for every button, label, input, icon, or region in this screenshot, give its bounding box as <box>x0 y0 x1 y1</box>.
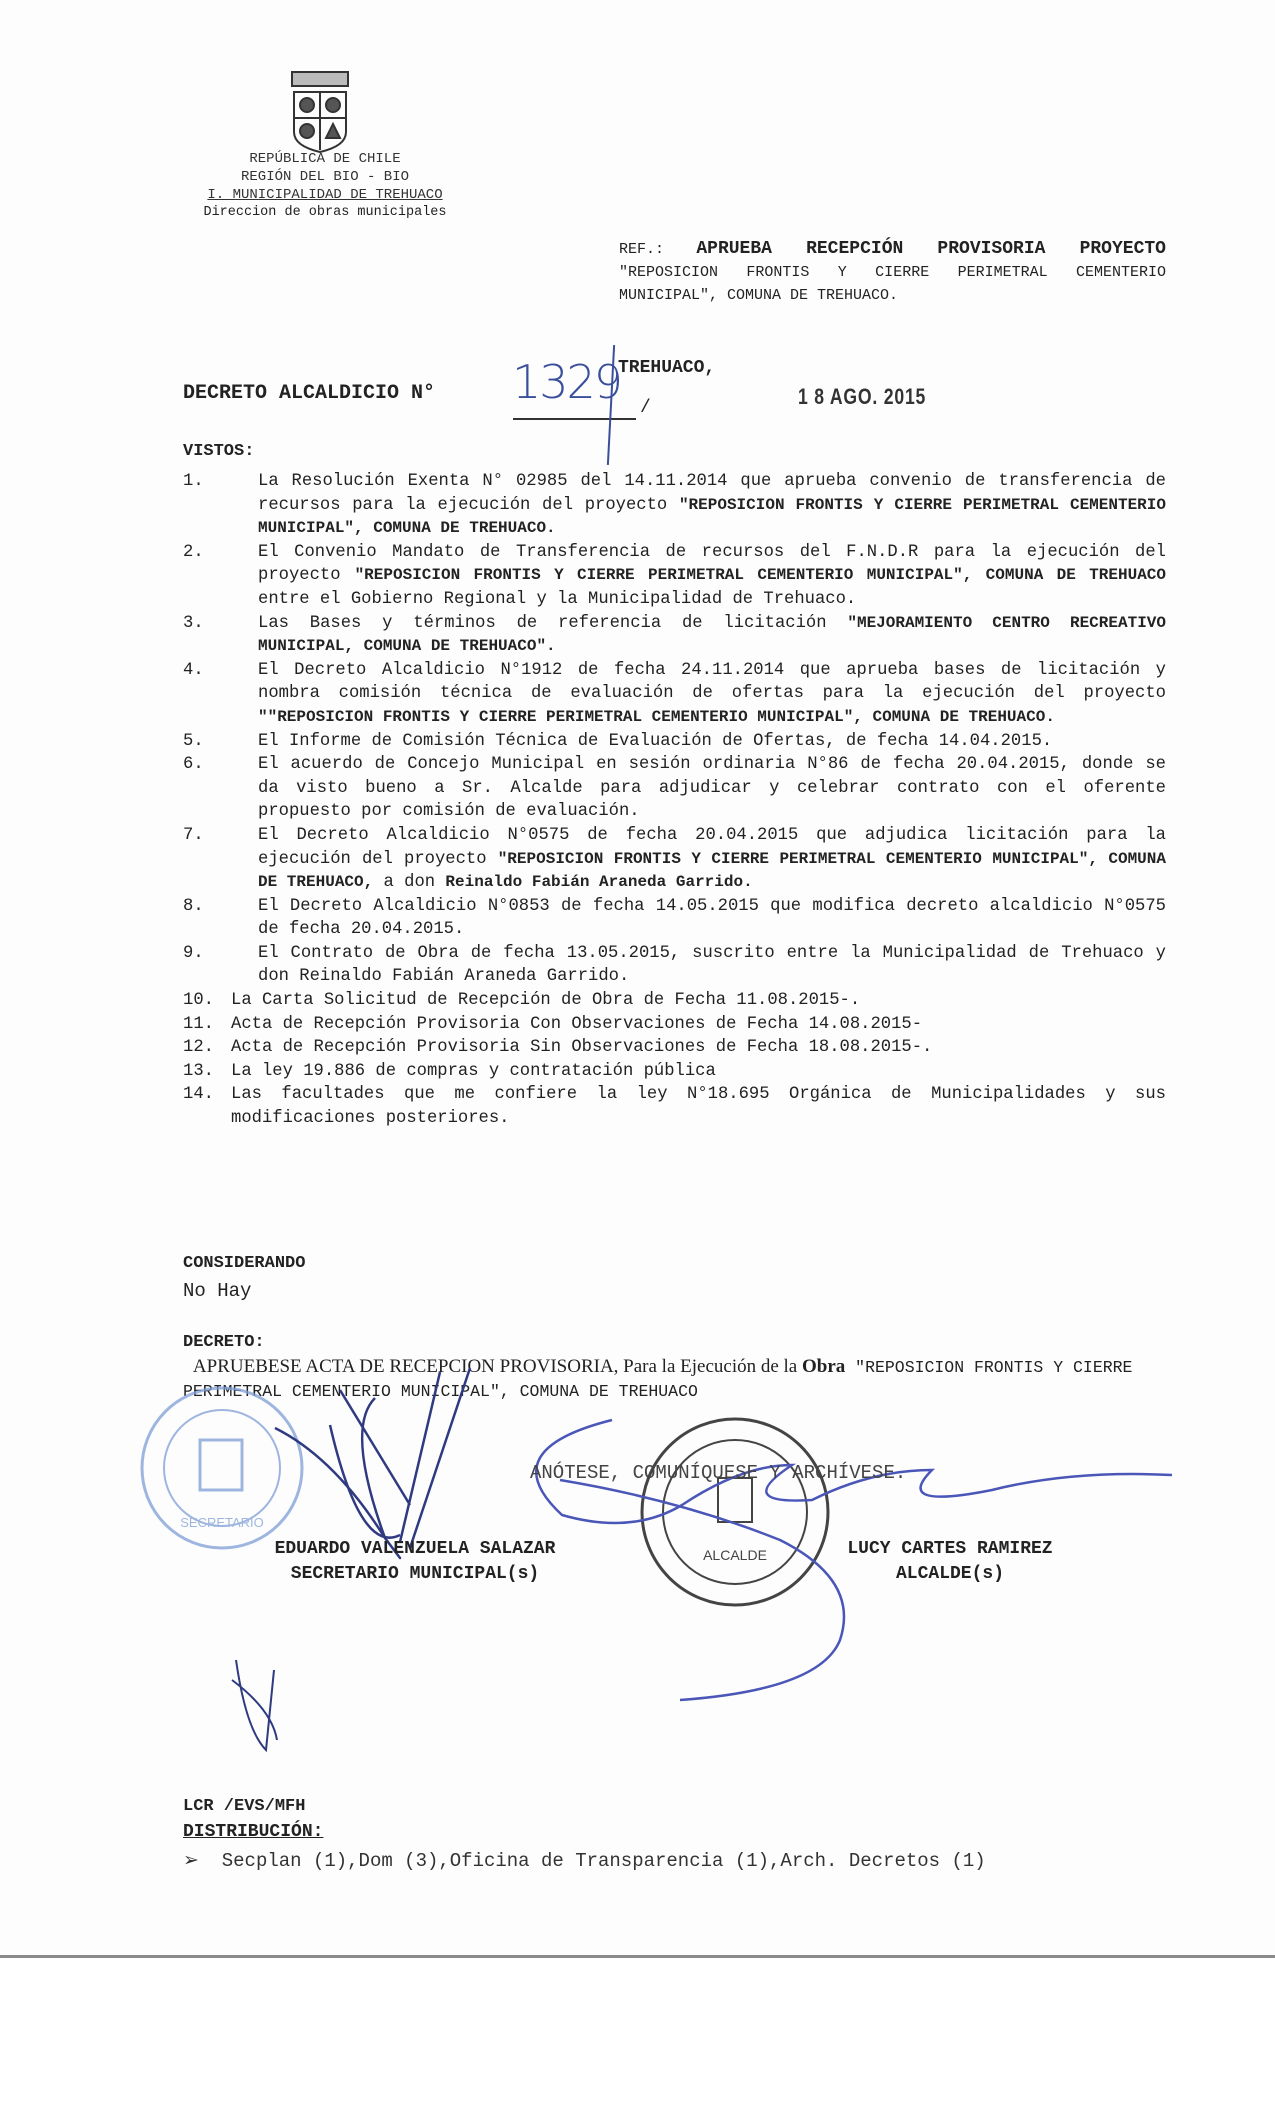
item-text <box>231 1083 1166 1130</box>
country-line: REPÚBLICA DE CHILE <box>249 151 401 167</box>
region-line: REGIÓN DEL BIO - BIO <box>240 169 410 185</box>
item-bold-text: Reinaldo Fabián Araneda Garrido. <box>445 873 753 892</box>
item-plain-text: El Informe de Comisión Técnica de Evaluación de Ofertas, de fecha 14.04.2015. <box>258 731 1053 751</box>
svg-text:ALCALDE: ALCALDE <box>703 1547 767 1563</box>
item-plain-text: Acta de Recepción Provisoria Sin Observaciones de Fecha 18.08.2015-. <box>231 1038 933 1058</box>
decree-number-handwritten: 1329 <box>512 355 622 409</box>
item-number: 6. <box>183 755 204 775</box>
item-number: 1. <box>183 472 204 491</box>
distribution-text: Secplan (1),Dom (3),Oficina de Transparencia (1),Arch. Decretos (1) <box>221 1850 986 1872</box>
decreto-obra-label: Obra <box>802 1356 846 1377</box>
vistos-item <box>183 942 1166 989</box>
item-number: 5. <box>183 731 204 751</box>
ref-title: APRUEBA RECEPCIÓN PROVISORIA PROYECTO <box>696 239 1166 259</box>
item-text <box>231 989 1166 1013</box>
item-bold-text: "REPOSICION FRONTIS Y CIERRE PERIMETRAL CEMENTERIO MUNICIPAL", COMUNA DE TREHUACO. <box>258 495 1166 538</box>
number-underline <box>513 418 636 420</box>
item-bold-text: "REPOSICION FRONTIS Y CIERRE PERIMETRAL CEMENTERIO MUNICIPAL", COMUNA DE TREHUACO, <box>258 849 1166 892</box>
date-stamp: 1 8 AGO. 2015 <box>798 384 927 409</box>
item-text <box>258 470 1166 541</box>
item-plain-text: El Convenio Mandato de Transferencia de recursos del F.N.D.R para la ejecución del proyecto <box>258 542 1166 586</box>
page-background <box>0 1955 1275 2103</box>
municipality-line: I. MUNICIPALIDAD DE TREHUACO <box>207 187 443 203</box>
item-number: 3. <box>183 613 204 633</box>
closing-formula: ANÓTESE, COMUNÍQUESE Y ARCHÍVESE. <box>530 1462 907 1484</box>
initials: LCR /EVS/MFH <box>183 1797 306 1816</box>
decree-city: TREHUACO, <box>618 358 716 378</box>
vistos-item <box>183 989 1166 1013</box>
mayor-name: LUCY CARTES RAMIREZ <box>847 1539 1053 1559</box>
item-text <box>258 753 1166 824</box>
secretary-stamp <box>142 1388 302 1548</box>
item-bold-text: ""REPOSICION FRONTIS Y CIERRE PERIMETRAL CEMENTERIO MUNICIPAL", COMUNA DE TREHUACO. <box>258 707 1055 726</box>
item-number: 11. <box>183 1014 214 1034</box>
department-line: Direccion de obras municipales <box>203 205 447 220</box>
vistos-item <box>183 470 1166 541</box>
arrow-bullet-icon: ➢ <box>183 1850 199 1872</box>
distribution-list <box>183 1849 986 1872</box>
vistos-item <box>183 895 1166 942</box>
distribution-heading: DISTRIBUCIÓN: <box>183 1822 324 1842</box>
decree-slash: / <box>640 398 651 418</box>
item-number: 10. <box>183 991 214 1011</box>
item-number: 2. <box>183 542 204 562</box>
item-number: 13. <box>183 1061 214 1081</box>
ref-text: "REPOSICION FRONTIS Y CIERRE PERIMETRAL CEMENTERIO MUNICIPAL", COMUNA DE TREHUACO. <box>619 264 1166 304</box>
vistos-item <box>183 730 1166 754</box>
decreto-heading: DECRETO: <box>183 1333 265 1352</box>
item-plain-text: La ley 19.886 de compras y contratación pública <box>231 1061 716 1081</box>
signature-secretary <box>225 1537 605 1587</box>
svg-text:SECRETARIO: SECRETARIO <box>180 1515 264 1530</box>
vistos-item <box>183 753 1166 824</box>
vistos-item <box>183 1083 1166 1130</box>
item-plain-text: La Resolución Exenta N° 02985 del 14.11.2014 que aprueba convenio de transferencia de recursos para la ejecución del proyecto <box>258 472 1166 515</box>
item-text <box>258 824 1166 895</box>
vistos-item <box>183 824 1166 895</box>
decree-label: DECRETO ALCALDICIO N° <box>183 382 436 405</box>
item-text <box>231 1036 1166 1060</box>
mayor-role: ALCALDE(s) <box>895 1564 1005 1584</box>
vistos-item <box>183 1036 1166 1060</box>
item-number: 4. <box>183 660 204 680</box>
vistos-item <box>183 541 1166 612</box>
item-bold-text: "REPOSICION FRONTIS Y CIERRE PERIMETRAL CEMENTERIO MUNICIPAL", COMUNA DE TREHUACO <box>354 566 1166 585</box>
decreto-project-text: "REPOSICION FRONTIS Y CIERRE PERIMETRAL CEMENTERIO MUNICIPAL", COMUNA DE TREHUACO <box>183 1358 1133 1401</box>
item-plain-text: Las facultades que me confiere la ley N°18.695 Orgánica de Municipalidades y sus modificaciones posteriores. <box>231 1085 1166 1129</box>
item-text <box>258 942 1166 989</box>
item-plain-text: Acta de Recepción Provisoria Con Observaciones de Fecha 14.08.2015- <box>231 1014 923 1034</box>
ref-label: REF.: <box>619 241 665 258</box>
reference-block <box>619 238 1166 307</box>
item-plain-text: a don <box>373 873 446 893</box>
vistos-item <box>183 659 1166 730</box>
considerando-text: No Hay <box>183 1280 252 1302</box>
vistos-item <box>183 1060 1166 1084</box>
item-plain-text: El Decreto Alcaldicio N°0853 de fecha 14.05.2015 que modifica decreto alcaldicio N°0575 de fecha 20.04.2015. <box>258 896 1166 940</box>
item-text <box>258 612 1166 659</box>
item-plain-text: El Contrato de Obra de fecha 13.05.2015, suscrito entre la Municipalidad de Trehuaco y don Reinaldo Fabián Araneda Garrido. <box>258 943 1166 987</box>
item-number: 7. <box>183 825 204 845</box>
signature-mayor <box>800 1537 1100 1587</box>
item-plain-text: El Decreto Alcaldicio N°1912 de fecha 24.11.2014 que aprueba bases de licitación y nombra comisión técnica de evaluación de ofertas para la ejecución del proyecto <box>258 660 1166 704</box>
item-text <box>258 895 1166 942</box>
vistos-heading: VISTOS: <box>183 442 255 461</box>
letterhead <box>160 150 490 222</box>
considerando-heading: CONSIDERANDO <box>183 1254 306 1273</box>
secretary-role: SECRETARIO MUNICIPAL(s) <box>290 1564 540 1584</box>
item-plain-text: El Decreto Alcaldicio N°0575 de fecha 20.04.2015 que adjudica licitación para la ejecución del proyecto <box>258 825 1166 869</box>
vistos-list <box>183 470 1166 1131</box>
item-text <box>231 1060 1166 1084</box>
item-text <box>258 541 1166 612</box>
item-plain-text: Las Bases y términos de referencia de licitación <box>258 613 848 633</box>
item-plain-text: El acuerdo de Concejo Municipal en sesión ordinaria N°86 de fecha 20.04.2015, donde se da visto bueno a Sr. Alcalde para adjudicar y celebrar contrato con el oferente propuesto por comisión de evaluación. <box>258 755 1166 822</box>
item-number: 12. <box>183 1038 214 1058</box>
item-text <box>231 1013 1166 1037</box>
item-number: 9. <box>183 943 204 963</box>
decreto-serif-text: APRUEBESE ACTA DE RECEPCION PROVISORIA, Para la Ejecución de la <box>192 1356 802 1377</box>
vistos-item <box>183 1013 1166 1037</box>
item-number: 8. <box>183 896 204 916</box>
item-plain-text: La Carta Solicitud de Recepción de Obra de Fecha 11.08.2015-. <box>231 991 861 1011</box>
item-text <box>258 659 1166 730</box>
item-bold-text: "MEJORAMIENTO CENTRO RECREATIVO MUNICIPAL, COMUNA DE TREHUACO". <box>258 613 1166 656</box>
item-text <box>258 730 1166 754</box>
secretary-name: EDUARDO VALENZUELA SALAZAR <box>274 1539 556 1559</box>
vistos-item <box>183 612 1166 659</box>
initials-mark <box>232 1660 277 1750</box>
item-number: 14. <box>183 1085 214 1105</box>
item-plain-text: entre el Gobierno Regional y la Municipalidad de Trehuaco. <box>258 589 857 609</box>
decreto-text <box>183 1355 1166 1404</box>
